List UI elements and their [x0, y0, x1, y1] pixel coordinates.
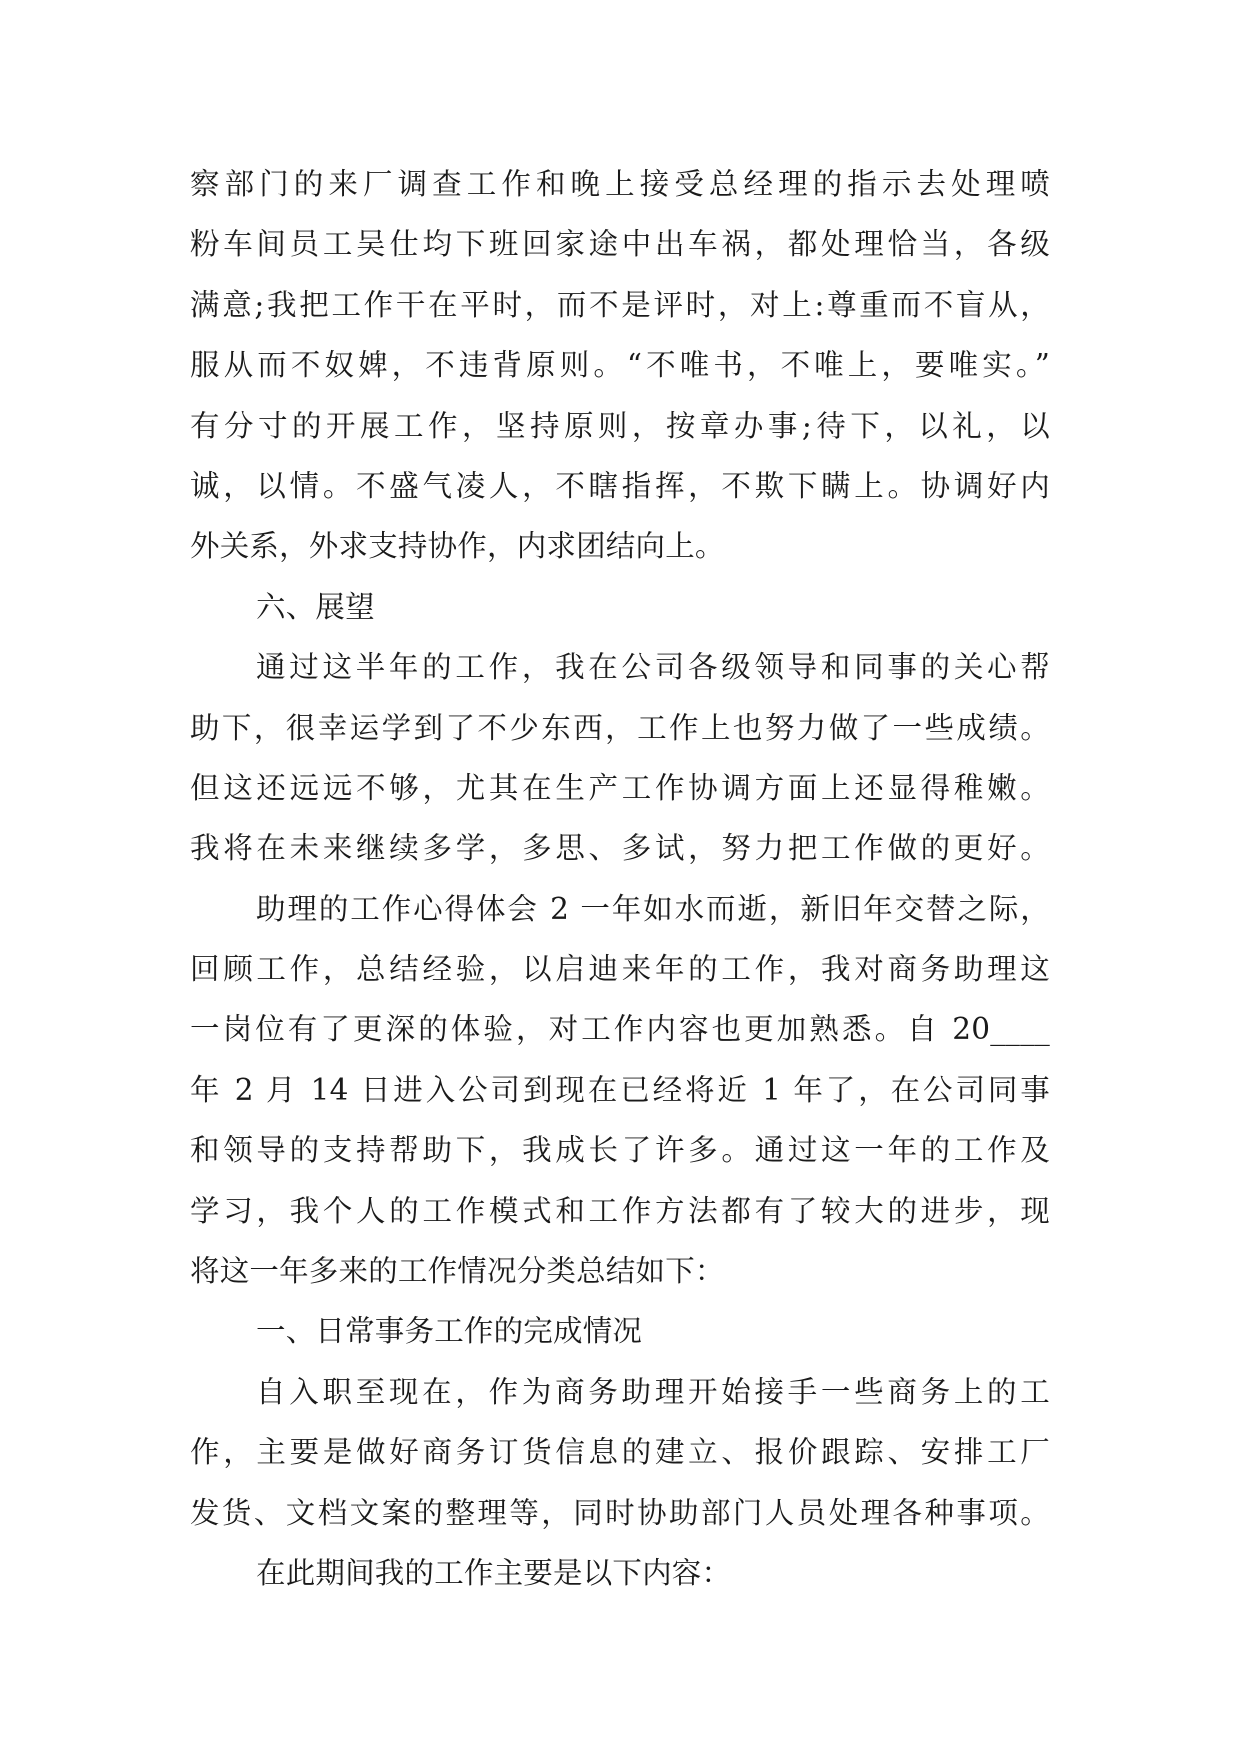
- text-line: 和领导的支持帮助下，我成长了许多。通过这一年的工作及: [190, 1133, 1050, 1168]
- text-line: 察部门的来厂调查工作和晚上接受总经理的指示去处理喷: [190, 167, 1050, 201]
- text-line: 在此期间我的工作主要是以下内容：: [256, 1555, 732, 1590]
- text-line: 粉车间员工吴仕均下班回家途中出车祸，都处理恰当，各级: [190, 227, 1050, 262]
- text-line: 年 2 月 14 日进入公司到现在已经将近 1 年了，在公司同事: [190, 1072, 1050, 1107]
- document-body: [190, 154, 1050, 1603]
- text-line: 服从而不奴婢，不违背原则。“不唯书，不唯上，要唯实。”: [190, 348, 1050, 383]
- text-line: 学习，我个人的工作模式和工作方法都有了较大的进步，现: [190, 1193, 1050, 1228]
- text-line: 通过这半年的工作，我在公司各级领导和同事的关心帮: [256, 650, 1050, 685]
- section-heading: 六、展望: [256, 589, 375, 624]
- text-line: 一岗位有了更深的体验，对工作内容也更加熟悉。自 20____: [190, 1012, 1050, 1047]
- text-line: 自入职至现在，作为商务助理开始接手一些商务上的工: [256, 1374, 1050, 1409]
- text-line: 外关系，外求支持协作，内求团结向上。: [190, 529, 725, 564]
- text-line: 回顾工作，总结经验，以启迪来年的工作，我对商务助理这: [190, 952, 1050, 987]
- text-line: 我将在未来继续多学，多思、多试，努力把工作做的更好。: [190, 831, 1050, 866]
- text-line: 有分寸的开展工作，坚持原则，按章办事;待下，以礼，以: [190, 408, 1050, 443]
- text-line: 诚，以情。不盛气凌人，不瞎指挥，不欺下瞒上。协调好内: [190, 468, 1050, 503]
- text-line: 将这一年多来的工作情况分类总结如下：: [190, 1254, 725, 1289]
- text-line: 助理的工作心得体会 2 一年如水而逝，新旧年交替之际，: [256, 891, 1050, 926]
- text-line: 发货、文档文案的整理等，同时协助部门人员处理各种事项。: [190, 1495, 1050, 1530]
- text-line: 满意;我把工作干在平时，而不是评时，对上:尊重而不盲从，: [190, 287, 1050, 322]
- text-line: 助下，很幸运学到了不少东西，工作上也努力做了一些成绩。: [190, 710, 1050, 745]
- section-heading: 一、日常事务工作的完成情况: [256, 1314, 643, 1349]
- text-line: 作，主要是做好商务订货信息的建立、报价跟踪、安排工厂: [190, 1435, 1050, 1470]
- text-line: 但这还远远不够，尤其在生产工作协调方面上还显得稚嫩。: [190, 770, 1050, 805]
